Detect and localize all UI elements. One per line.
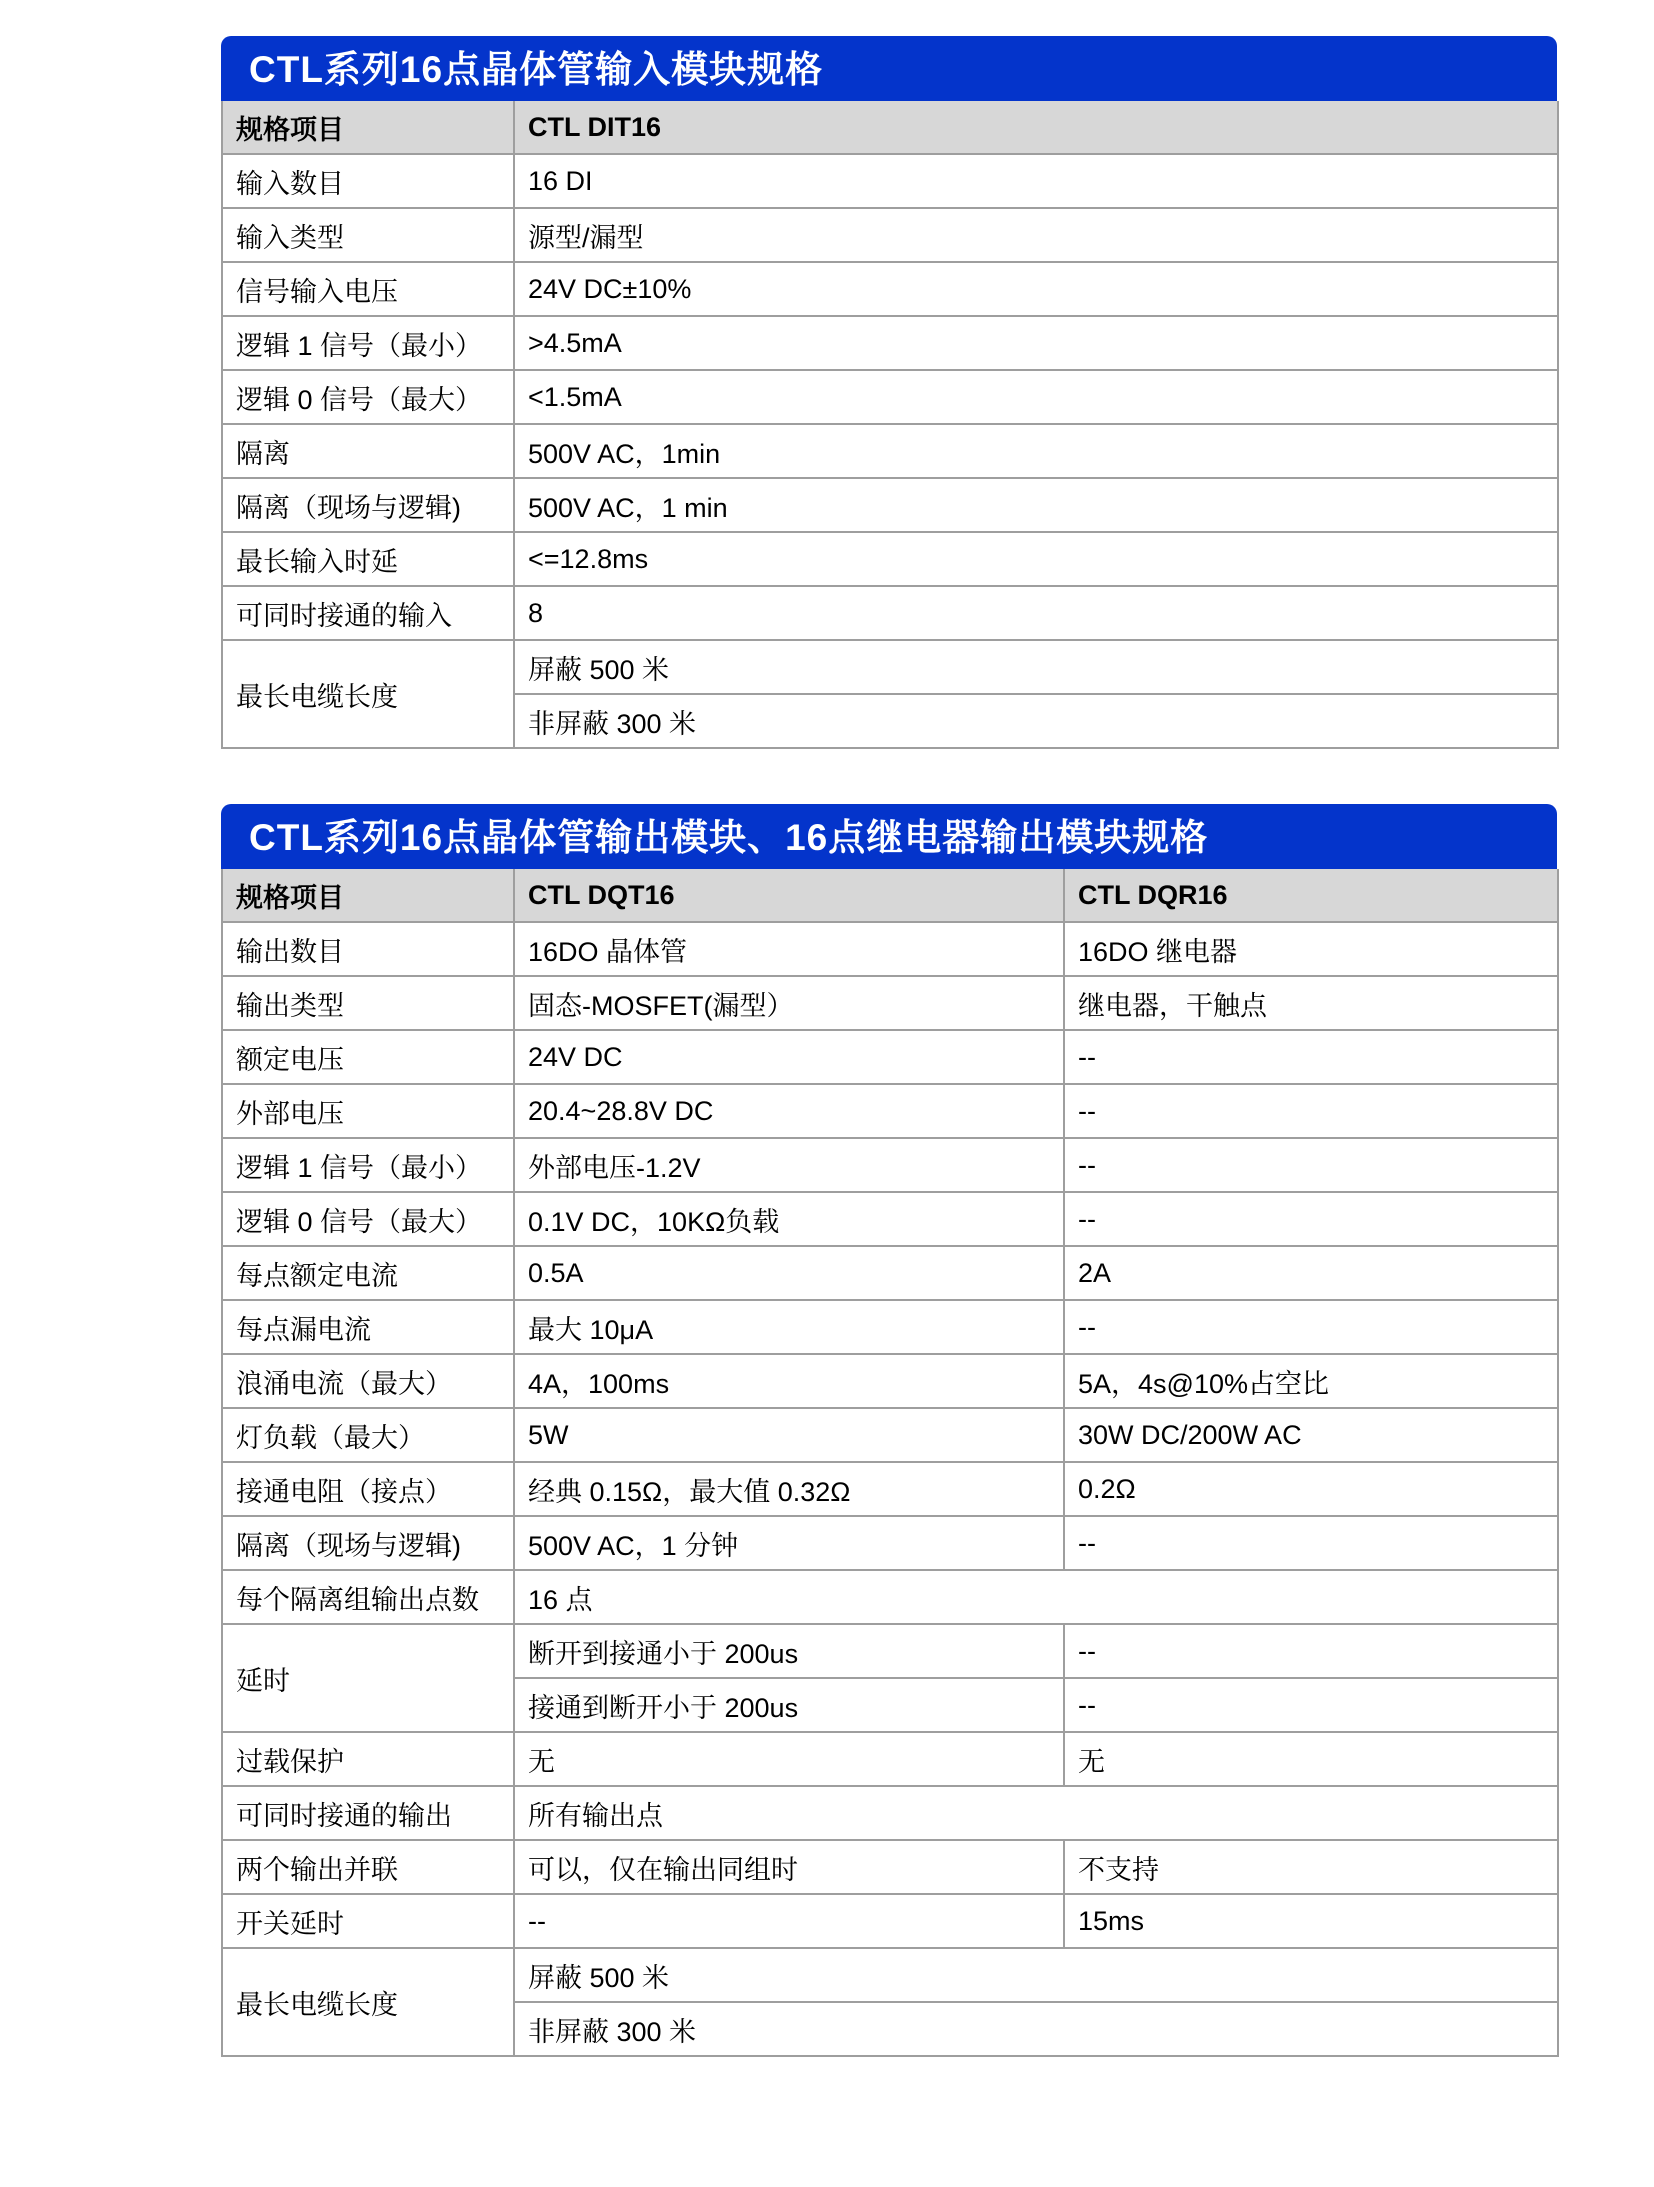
table-row [222,1030,1558,1084]
table-row [222,1246,1558,1300]
spec-value: 8 [514,586,1558,640]
spec-value-dqt16: 最大 10μA [514,1300,1064,1354]
table-row [222,1138,1558,1192]
spec-value-dqt16: 固态-MOSFET(漏型） [514,976,1064,1030]
spec-value-dqr16: -- [1064,1678,1558,1732]
table-row [222,478,1558,532]
table-row [222,1516,1558,1570]
spec-value-dqt16: 无 [514,1732,1064,1786]
spec-value-dqt16: 5W [514,1408,1064,1462]
spec-label: 隔离（现场与逻辑) [222,1516,514,1570]
spec-value-shielded: 屏蔽 500 米 [514,640,1558,694]
spec-label: 输入数目 [222,154,514,208]
spec-value-dqt16: 接通到断开小于 200us [514,1678,1064,1732]
spec-label: 逻辑 1 信号（最小） [222,1138,514,1192]
spec-value-dqt16: 24V DC [514,1030,1064,1084]
spec-value-dqt16: 可以，仅在输出同组时 [514,1840,1064,1894]
table-row [222,1192,1558,1246]
spec-label: 额定电压 [222,1030,514,1084]
spec-value-dqr16: 30W DC/200W AC [1064,1408,1558,1462]
spec-value-dqr16: -- [1064,1624,1558,1678]
spec-label: 隔离（现场与逻辑) [222,478,514,532]
spec-value-span: 16 点 [514,1570,1558,1624]
spec-label: 可同时接通的输入 [222,586,514,640]
spec-label: 隔离 [222,424,514,478]
table-row [222,1354,1558,1408]
spec-label: 开关延时 [222,1894,514,1948]
spec-label: 浪涌电流（最大） [222,1354,514,1408]
spec-value-dqt16: 经典 0.15Ω，最大值 0.32Ω [514,1462,1064,1516]
spec-value-dqr16: 0.2Ω [1064,1462,1558,1516]
spec-label: 逻辑 1 信号（最小） [222,316,514,370]
spec-label: 每个隔离组输出点数 [222,1570,514,1624]
spec-value-dqr16: -- [1064,1084,1558,1138]
table1-header-spec-item: 规格项目 [222,101,514,154]
table-row [222,1732,1558,1786]
table2-header-ctl-dqt16: CTL DQT16 [514,869,1064,922]
spec-label: 信号输入电压 [222,262,514,316]
spec-value: 16 DI [514,154,1558,208]
spec-label: 最长电缆长度 [222,640,514,748]
table-row [222,424,1558,478]
spec-label: 外部电压 [222,1084,514,1138]
spec-value-dqr16: 2A [1064,1246,1558,1300]
output-module-spec-title: CTL系列16点晶体管输出模块、16点继电器输出模块规格 [221,804,1557,869]
spec-value-shielded: 屏蔽 500 米 [514,1948,1558,2002]
output-module-spec-table [221,869,1559,2057]
table-row-cable-length [222,1948,1558,2002]
spec-label: 延时 [222,1624,514,1732]
spec-value-unshielded: 非屏蔽 300 米 [514,2002,1558,2056]
spec-label: 两个输出并联 [222,1840,514,1894]
spec-value-dqr16: -- [1064,1192,1558,1246]
spec-value-unshielded: 非屏蔽 300 米 [514,694,1558,748]
table-row [222,1300,1558,1354]
table1-header-row [222,101,1558,154]
spec-value-dqt16: 16DO 晶体管 [514,922,1064,976]
table-row [222,1840,1558,1894]
table-row [222,208,1558,262]
table-row [222,316,1558,370]
spec-value: 24V DC±10% [514,262,1558,316]
spec-value-dqt16: 0.1V DC，10KΩ负载 [514,1192,1064,1246]
table-row-delay [222,1624,1558,1678]
spec-label: 输出类型 [222,976,514,1030]
table-row-iso-group [222,1570,1558,1624]
spec-value-dqt16: 500V AC，1 分钟 [514,1516,1064,1570]
spec-label: 逻辑 0 信号（最大） [222,370,514,424]
table-row [222,1084,1558,1138]
table-row [222,370,1558,424]
table2-header-spec-item: 规格项目 [222,869,514,922]
spec-value-dqr16: -- [1064,1516,1558,1570]
spec-value-dqr16: 无 [1064,1732,1558,1786]
spec-value: <1.5mA [514,370,1558,424]
table-row [222,1462,1558,1516]
table-row [222,154,1558,208]
table-row [222,532,1558,586]
table-row [222,1408,1558,1462]
spec-label: 接通电阻（接点） [222,1462,514,1516]
spec-label: 最长输入时延 [222,532,514,586]
spec-label: 过载保护 [222,1732,514,1786]
spec-value-dqt16: 4A，100ms [514,1354,1064,1408]
table-row [222,586,1558,640]
spec-label: 灯负载（最大） [222,1408,514,1462]
spec-value: 500V AC，1 min [514,478,1558,532]
table1-header-ctl-dit16: CTL DIT16 [514,101,1558,154]
table-row [222,1894,1558,1948]
input-module-spec-section [221,36,1557,749]
spec-value: 500V AC，1min [514,424,1558,478]
table-row [222,262,1558,316]
spec-value-dqt16: 0.5A [514,1246,1064,1300]
spec-value-dqr16: -- [1064,1300,1558,1354]
spec-label: 可同时接通的输出 [222,1786,514,1840]
spec-value-span: 所有输出点 [514,1786,1558,1840]
table-row [222,976,1558,1030]
spec-value: 源型/漏型 [514,208,1558,262]
table-row-cable-length [222,640,1558,694]
input-module-spec-title: CTL系列16点晶体管输入模块规格 [221,36,1557,101]
spec-value-dqr16: -- [1064,1138,1558,1192]
table-row-simultaneous [222,1786,1558,1840]
output-module-spec-section [221,804,1557,2057]
spec-label: 每点额定电流 [222,1246,514,1300]
spec-value-dqr16: 5A，4s@10%占空比 [1064,1354,1558,1408]
spec-value-dqr16: -- [1064,1030,1558,1084]
spec-value-dqr16: 不支持 [1064,1840,1558,1894]
spec-label: 输出数目 [222,922,514,976]
spec-value-dqr16: 16DO 继电器 [1064,922,1558,976]
table2-header-row [222,869,1558,922]
spec-label: 最长电缆长度 [222,1948,514,2056]
spec-value-dqr16: 继电器，干触点 [1064,976,1558,1030]
table-row [222,922,1558,976]
spec-label: 逻辑 0 信号（最大） [222,1192,514,1246]
table2-header-ctl-dqr16: CTL DQR16 [1064,869,1558,922]
spec-value-dqr16: 15ms [1064,1894,1558,1948]
spec-value: >4.5mA [514,316,1558,370]
spec-label: 每点漏电流 [222,1300,514,1354]
spec-value-dqt16: 20.4~28.8V DC [514,1084,1064,1138]
spec-value-dqt16: 外部电压-1.2V [514,1138,1064,1192]
spec-label: 输入类型 [222,208,514,262]
spec-value: <=12.8ms [514,532,1558,586]
spec-value-dqt16: 断开到接通小于 200us [514,1624,1064,1678]
input-module-spec-table [221,101,1559,749]
spec-value-dqt16: -- [514,1894,1064,1948]
